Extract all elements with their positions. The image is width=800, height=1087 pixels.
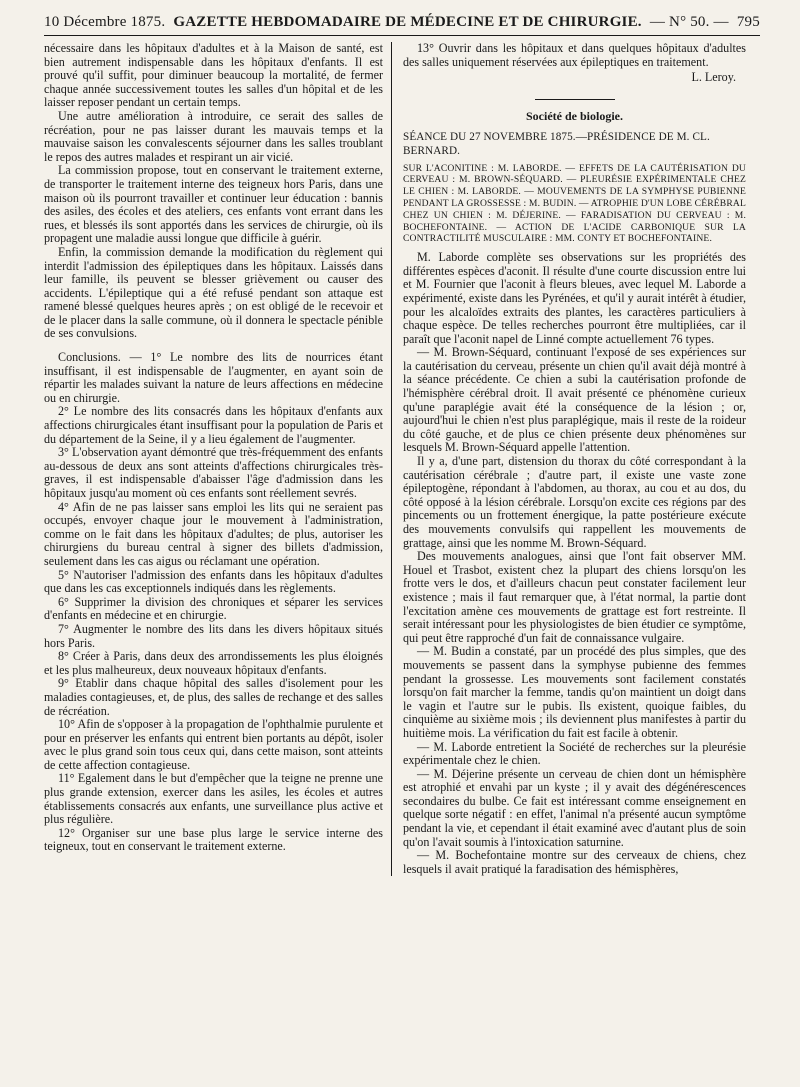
left-column	[44, 42, 391, 876]
right-column	[399, 42, 746, 876]
section-separator	[535, 99, 615, 100]
conclusion-7: 7° Augmenter le nombre des lits dans les divers hôpitaux situés hors Paris.	[44, 621, 383, 650]
conclusion-13: 13° Ouvrir dans les hôpitaux et dans quelques hôpitaux d'adultes des salles uniquement réservées aux épileptiques en traitement.	[403, 41, 746, 69]
paragraph: — M. Brown-Séquard, continuant l'exposé de ses expériences sur la cautérisation du cerveau, présente un chien qu'il avait déjà montré à la séance précédente. Ce chien a subi la cautérisation profonde de l'hémisphère cérébral droit. Il avait présenté ce phénomène curieux qu'une paraplégie avait été la conséquence de la lésion ; or, aujourd'hui le chien n'est plus paraplégique, mais il reste de la roideur du côté gauche, et de plus ce chien présente deux phénomènes sur lesquels M. Brown-Séquard appelle l'attention.	[403, 345, 746, 455]
conclusion-11: 11° Egalement dans le but d'empêcher que la teigne ne prenne une plus grande extension, exercer dans les asiles, les écoles et autres établissements consacrés aux enfants, une surveillance plus active et plus régulière.	[44, 771, 383, 827]
conclusion-2: 2° Le nombre des lits consacrés dans les hôpitaux d'enfants aux affections chirurgicales étant insuffisant pour la population de Paris et du département de la Seine, il y a lieu également de l'augmenter.	[44, 404, 383, 446]
paragraph: — M. Déjerine présente un cerveau de chien dont un hémisphère est atrophié et envahi par un kyste ; il y avait des dégénérescences secondaires du bulbe. Ce fait est intéressant comme enseignement en quelque sorte négatif : en effet, l'animal n'a présenté aucun symptôme pendant la vie, et cependant il était examiné avec d'autant plus de soin qu'on l'avait soumis à l'intoxication saturnine.	[403, 766, 746, 849]
paragraph: — M. Laborde entretient la Société de recherches sur la pleurésie expérimentale chez le chien.	[403, 739, 746, 768]
conclusion-6: 6° Supprimer la division des chroniques et séparer les services d'enfants en médecine et en chirurgie.	[44, 594, 383, 623]
conclusion-10: 10° Afin de s'opposer à la propagation de l'ophthalmie purulente et pour en préserver les enfants qui entrent bien portants au dépôt, isoler avec le plus grand soin tous ceux qui, dans cette maison, sont atteints de cette affection contagieuse.	[44, 717, 383, 772]
session-summary: SUR L'ACONITINE : M. LABORDE. — EFFETS DE LA CAUTÉRISATION DU CERVEAU : M. BROWN-SÉQUARD. — PLEURÉSIE EXPÉRIMENTALE CHEZ LE CHIEN : M. LABORDE. — MOUVEMENTS DE LA SYMPHYSE PUBIENNE PENDANT LA GROSSESSE : M. BUDIN. — ATROPHIE D'UN LOBE CÉRÉBRAL CHEZ UN CHIEN : M. DÉJERINE. — FARADISATION DU CERVEAU : M. BOCHEFONTAINE. — ACTION DE L'ACIDE CARBONIQUE SUR LA CONTRACTILITÉ MUSCULAIRE : MM. CONTY ET BOCHEFONTAINE.	[403, 162, 746, 245]
conclusion-5: 5° N'autoriser l'admission des enfants dans les hôpitaux d'adultes que dans les cas exceptionnels indiqués dans les règlements.	[44, 567, 383, 596]
header-issue: — N° 50. —	[649, 14, 729, 30]
page-header	[44, 14, 760, 36]
conclusion-3: 3° L'observation ayant démontré que très-fréquemment des enfants au-dessous de deux ans sont atteints d'affections chirurgicales très-graves, il est indispensable d'abaisser l'âge d'admission dans les hôpitaux jusqu'au moment où ces enfants sont réellement sevrés.	[44, 445, 383, 500]
conclusion-8: 8° Créer à Paris, dans deux des arrondissements les plus éloignés et les plus malheureux, deux nouveaux hôpitaux d'enfants.	[44, 649, 383, 677]
signature: L. Leroy.	[691, 70, 736, 85]
conclusion-4: 4° Afin de ne pas laisser sans emploi les lits qui ne seraient pas occupés, envoyer chaque jour le mouvement à l'administration, comme on le fait dans les hôpitaux d'adultes; de plus, autoriser les chirurgiens du bureau central à signer des billets d'admission, seulement dans les cas aigus ou réclamant une opération.	[44, 499, 383, 568]
paragraph: La commission propose, tout en conservant le traitement externe, de transporter le traitement interne des teigneux hors Paris, dans une maison où ils pourront travailler et continuer leur éducation : bannis des asiles, des écoles et des ateliers, ces enfants vont errant dans les rues, et blessés ils sont apportés dans les services de chirurgie, où ils propagent une maladie aussi longue que difficile à guérir.	[44, 163, 383, 246]
header-title: GAZETTE HEBDOMADAIRE DE MÉDECINE ET DE CHIRURGIE.	[173, 14, 642, 30]
header-page-number: 795	[736, 14, 760, 30]
columns	[44, 42, 760, 876]
paragraph: — M. Bochefontaine montre sur des cerveaux de chiens, chez lesquels il avait pratiqué la faradisation des hémisphères,	[403, 848, 746, 876]
session-line: SÉANCE DU 27 NOVEMBRE 1875.—PRÉSIDENCE DE M. CL. BERNARD.	[403, 131, 710, 157]
section-title: Société de biologie.	[526, 108, 623, 123]
header-date: 10 Décembre 1875.	[44, 14, 166, 30]
conclusion-1: Conclusions. — 1° Le nombre des lits de nourrices étant insuffisant, il est indispensable de l'augmenter, en ayant soin de répartir les malades suivant la nature de leurs affections en médecine ou en chirurgie.	[44, 350, 383, 405]
conclusion-12: 12° Organiser sur une base plus large le service interne des teigneux, tout en conservant le traitement externe.	[44, 825, 383, 854]
paragraph: Enfin, la commission demande la modification du règlement qui interdit l'admission des épileptiques dans les hôpitaux. Laissés dans leur famille, ils peuvent se blesser grièvement ou causer des accidents. L'épileptique qui a été refusé pendant son attaque est ramené blessé quelques heures après ; on est obligé de le recevoir et de le placer dans la salle commune, où il donnera le spectacle pénible de ses convulsions.	[44, 244, 383, 341]
paragraph: M. Laborde complète ses observations sur les propriétés des différentes espèces d'aconit. Il résulte d'une courte discussion entre lui et M. Fournier que l'aconit à fleurs bleues, avec lequel M. Laborde a expérimenté, existe dans les Pyrénées, et qu'il y aurait intérêt à étudier, pour les alcaloïdes extraits des plantes, les caractères particuliers à chaque espèce. De telles recherches pourront être multipliées, car il paraît que l'aconit napel de Linné compte actuellement 76 types.	[403, 250, 746, 346]
paragraph: nécessaire dans les hôpitaux d'adultes et à la Maison de santé, est bien autrement indispensable dans les hôpitaux d'enfants. Il est prouvé qu'il suffit, pour diminuer beaucoup la mortalité, de fermer chaque année successivement toutes les salles d'un hôpital et de les laisser reposer pendant un certain temps.	[44, 41, 383, 110]
paragraph: — M. Budin a constaté, par un procédé des plus simples, que des mouvements se passent dans la symphyse pubienne des femmes pendant la grossesse. Les mouvements sont facilement constatés lorsqu'on fait marcher la femme, tandis qu'on maintient un doigt dans le vagin et l'autre sur le pubis. Ils existent, quoique faibles, du cinquième au sixième mois ; ils deviennent plus manifestes à partir du huitième mois. La vérification du fait est facile à obtenir.	[403, 644, 746, 740]
conclusion-9: 9° Etablir dans chaque hôpital des salles d'isolement pour les maladies contagieuses, et, de plus, des salles de rechange et des salles de récréation.	[44, 676, 383, 718]
paragraph: Une autre amélioration à introduire, ce serait des salles de récréation, pour ne pas laisser durant les mauvais temps et la mauvaise saison les convalescents séjourner dans les salles troublant le repos des autres malades et respirant un air vicié.	[44, 108, 383, 164]
column-divider	[391, 42, 392, 876]
paragraph: Il y a, d'une part, distension du thorax du côté correspondant à la cautérisation cérébrale ; d'autre part, il existe une vaste zone épileptogène, répondant à l'abdomen, au thorax, au cou et au dos, du côté opposé à la lésion cérébrale. Lorsqu'on excite ces régions par des pincements ou un frottement énergique, la patte postérieure exécute des mouvements convulsifs qui rappellent les mouvements de grattage, ainsi que les nomme M. Brown-Séquard.	[403, 454, 746, 550]
paragraph: Des mouvements analogues, ainsi que l'ont fait observer MM. Houel et Trasbot, existent chez la plupart des chiens lorsqu'on les frotte vers le dos, et d'ailleurs chacun peut constater facilement leur existence ; mais il faut remarquer que, à l'état normal, la partie dont l'excitation amène ces mouvements de grattage est fort restreinte. Il serait intéressant pour les physiologistes de bien étudier ce symptôme, qui peut être rapproché d'un fait de connaissance vulgaire.	[403, 549, 746, 645]
